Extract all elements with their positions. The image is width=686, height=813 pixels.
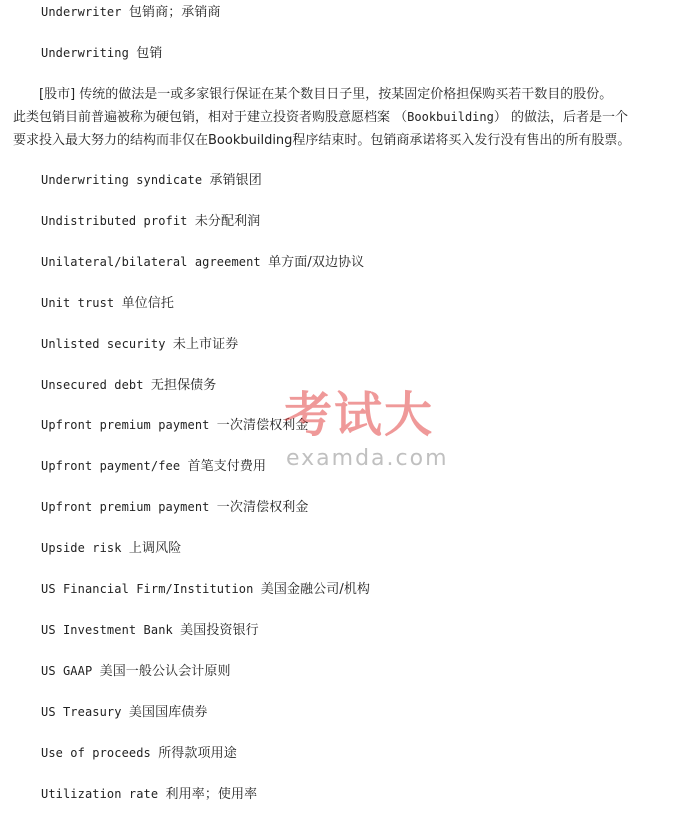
glossary-entry <box>41 377 216 394</box>
glossary-entry <box>41 254 364 271</box>
entry-term-zh: 包销 <box>136 46 163 61</box>
entry-term-en: US GAAP <box>41 664 93 678</box>
glossary-entry <box>41 458 266 475</box>
entry-term-zh: 单方面/双边协议 <box>268 255 365 270</box>
paragraph-line-2-part-a: 此类包销目前普遍被称为硬包销，相对于建立投资者购股意愿档案 （ <box>13 110 408 125</box>
entry-term-zh: 一次清偿权利金 <box>216 500 309 515</box>
glossary-entry <box>41 45 162 62</box>
entry-term-zh: 利用率；使用率 <box>165 787 258 802</box>
glossary-entry <box>41 499 309 516</box>
entry-term-en: Upfront premium payment <box>41 500 210 514</box>
entry-term-en: Upfront premium payment <box>41 418 210 432</box>
glossary-entry <box>41 704 208 721</box>
entry-term-en: Undistributed profit <box>41 214 188 228</box>
entry-term-en: Underwriting syndicate <box>41 173 203 187</box>
paragraph-line-1: [股市] 传统的做法是一或多家银行保证在某个数目日子里，按某固定价格担保购买若干数目的股份。 <box>39 87 613 102</box>
entry-term-en: Upside risk <box>41 541 122 555</box>
entry-term-zh: 美国金融公司/机构 <box>260 582 371 597</box>
entry-term-zh: 美国国库债券 <box>128 705 208 720</box>
entry-term-zh: 包销商；承销商 <box>128 5 221 20</box>
entry-term-en: Use of proceeds <box>41 746 151 760</box>
entry-term-zh: 首笔支付费用 <box>187 459 267 474</box>
entry-term-en: Unlisted security <box>41 337 166 351</box>
glossary-entry <box>41 663 231 680</box>
glossary-entry <box>41 540 181 557</box>
entry-term-zh: 上调风险 <box>128 541 182 556</box>
entry-term-zh: 所得款项用途 <box>158 746 237 761</box>
entry-term-zh: 无担保债务 <box>150 378 217 393</box>
glossary-entry <box>41 786 257 803</box>
entry-term-en: Underwriter <box>41 5 122 19</box>
entry-term-en: Upfront payment/fee <box>41 459 181 473</box>
entry-term-en: Utilization rate <box>41 787 159 801</box>
watermark-cn-text: 考试大 <box>284 387 435 443</box>
entry-term-zh: 美国投资银行 <box>180 623 259 638</box>
glossary-entry <box>41 581 370 598</box>
entry-term-zh: 一次清偿权利金 <box>216 418 309 433</box>
entry-term-zh: 承销银团 <box>209 173 262 188</box>
entry-term-zh: 单位信托 <box>121 296 174 311</box>
paragraph-line-2-term: Bookbuilding <box>407 110 494 124</box>
entry-term-zh: 未上市证券 <box>172 337 239 352</box>
entry-term-en: US Financial Firm/Institution <box>41 582 254 596</box>
glossary-entry <box>41 622 259 639</box>
entry-term-en: Underwriting <box>41 46 129 60</box>
glossary-entry <box>41 4 221 21</box>
entry-term-en: US Treasury <box>41 705 122 719</box>
definition-paragraph <box>13 83 675 152</box>
entry-term-zh: 未分配利润 <box>194 214 261 229</box>
glossary-entry <box>41 417 309 434</box>
paragraph-line-3: 要求投入最大努力的结构而非仅在Bookbuilding程序结束时。包销商承诺将买入发行没有售出的所有股票。 <box>13 133 631 148</box>
glossary-entry <box>41 295 174 312</box>
glossary-entry <box>41 213 260 230</box>
entry-term-en: US Investment Bank <box>41 623 173 637</box>
glossary-entry <box>41 172 262 189</box>
entry-term-zh: 美国一般公认会计原则 <box>99 664 231 679</box>
watermark-en-text: examda.com <box>286 446 449 471</box>
glossary-entry <box>41 336 238 353</box>
entry-term-en: Unsecured debt <box>41 378 144 392</box>
entry-term-en: Unilateral/bilateral agreement <box>41 255 261 269</box>
entry-term-en: Unit trust <box>41 296 115 310</box>
watermark-logo <box>280 376 480 476</box>
paragraph-line-2 <box>13 106 675 129</box>
glossary-entry <box>41 745 237 762</box>
paragraph-line-2-part-c: ） 的做法，后者是一个 <box>493 110 628 125</box>
